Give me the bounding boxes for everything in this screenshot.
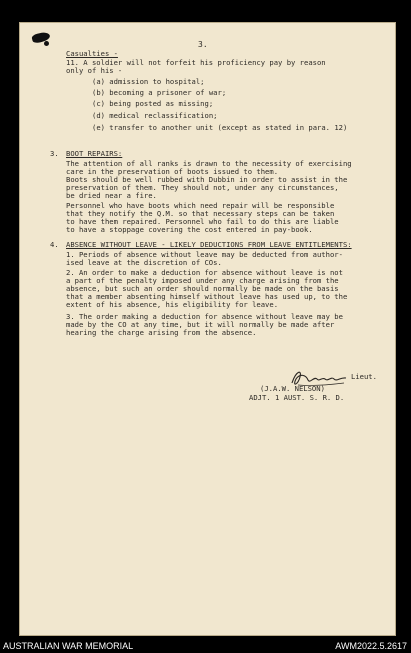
casualty-item-e: (e) transfer to another unit (except as stated in para. 12) [92,123,348,132]
casualty-item-b: (b) becoming a prisoner of war; [92,88,227,97]
section-4-para-3-line: 3. The order making a deduction for absence without leave may be [66,312,343,321]
signatory-name: (J.A.W. NELSON) [260,384,325,393]
section-4-heading: ABSENCE WITHOUT LEAVE - LIKELY DEDUCTIONS FROM LEAVE ENTITLEMENTS: [66,240,352,249]
section-4-para-3-line: made by the CO at any time, but it will normally be made after [66,320,335,329]
section-4-para-2-line: a part of the penalty imposed under any charge arising from the [66,276,339,285]
section-4-para-2-line: absence, but such an order should normally be made on the basis [66,284,339,293]
page-number: 3. [198,40,208,49]
section-3-line: Personnel who have boots which need repair will be responsible [66,201,335,210]
section-3-heading: BOOT REPAIRS: [66,149,123,158]
casualty-item-a: (a) admission to hospital; [92,77,205,86]
section-4-number: 4. [50,240,59,249]
para-11-line-2: only of his - [66,66,123,75]
section-3-line: to have them repaired. Personnel who fail to do this are liable [66,217,339,226]
ink-blot-drop [44,41,49,46]
section-4-para-2-line: 2. An order to make a deduction for absence without leave is not [66,268,343,277]
section-3-line: care in the preservation of boots issued to them. [66,167,279,176]
section-4-para-2-line: extent of his absence, his eligibility for leave. [66,300,279,309]
section-4-para-1-line: ised leave at the discretion of COs. [66,258,222,267]
section-3-line: preservation of them. They should not, under any circumstances, [66,183,339,192]
section-3-number: 3. [50,149,59,158]
section-3-line: that they notify the Q.M. so that necessary steps can be taken [66,209,335,218]
archive-name: AUSTRALIAN WAR MEMORIAL [3,641,134,651]
section-4-para-3-line: hearing the charge arising from the absence. [66,328,257,337]
casualty-item-d: (d) medical reclassification; [92,111,218,120]
section-3-line: The attention of all ranks is drawn to the necessity of exercising [66,159,352,168]
section-3-line: to have a stoppage covering the cost entered in pay-book. [66,225,313,234]
signatory-title: ADJT. 1 AUST. S. R. D. [249,393,345,402]
casualties-heading: Casualties - [66,49,118,58]
para-11-line-1: 11. A soldier will not forfeit his proficiency pay by reason [66,58,326,67]
archive-footer [0,640,411,653]
section-4-para-2-line: that a member absenting himself without leave has used up, to the [66,292,348,301]
signatory-rank: Lieut. [351,372,377,381]
casualty-item-c: (c) being posted as missing; [92,99,214,108]
section-4-para-1-line: 1. Periods of absence without leave may be deducted from author- [66,250,343,259]
archive-reference: AWM2022.5.2617 [335,641,407,651]
section-3-line: Boots should be well rubbed with Dubbin in order to assist in the [66,175,348,184]
document-page [19,22,396,636]
section-3-line: be dried near a fire. [66,191,157,200]
